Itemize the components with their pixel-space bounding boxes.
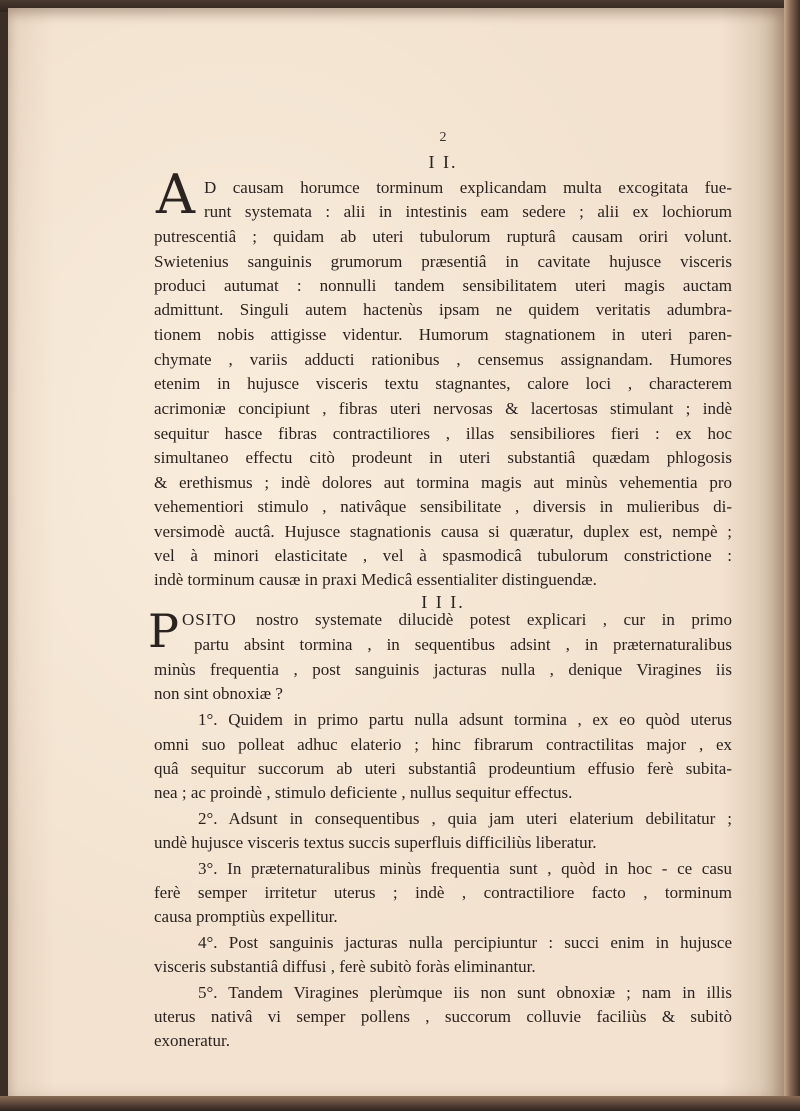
item-line: causa promptiùs expellitur.: [154, 907, 338, 926]
item-line: ferè semper irritetur uterus ; indè , contractiliore facto , torminum: [154, 883, 732, 902]
text-line: Swietenius sanguinis grumorum præsentiâ in cavitate hujusce visceris: [154, 252, 732, 271]
text-line: D causam horumce torminum explicandam multa excogitata fue-: [204, 178, 732, 197]
page-right-edge: [784, 0, 800, 1111]
text-line: etenim in hujusce visceris textu stagnantes, calore loci , characterem: [154, 374, 732, 393]
text-line: vel à minori elasticitate , vel à spasmodicâ tubulorum constrictione :: [154, 546, 732, 565]
text-line: non sint obnoxiæ ?: [154, 684, 283, 703]
first-word: OSITO: [182, 610, 237, 629]
item-line: 4°. Post sanguinis jacturas nulla percipiuntur : succi enim in hujusce: [198, 933, 732, 952]
text-line: sequitur hasce fibras contractiliores , illas sensibiliores fieri : ex hoc: [154, 424, 732, 443]
text-line: versimodè auctâ. Hujusce stagnationis causa si quæratur, duplex est, nempè ;: [154, 522, 732, 541]
item-line: visceris substantiâ diffusi , ferè subitò foràs eliminantur.: [154, 957, 536, 976]
text-line: partu absint tormina , in sequentibus adsint , in præternaturalibus: [194, 635, 732, 654]
item-line: 3°. In præternaturalibus minùs frequentia sunt , quòd in hoc - ce casu: [198, 859, 732, 878]
text-line: tionem nobis attigisse videntur. Humorum stagnationem in uteri paren-: [154, 325, 732, 344]
text-line: simultaneo effectu citò prodeunt in uteri substantiâ quædam phlogosis: [154, 448, 732, 467]
text-line: admittunt. Singuli autem hactenùs ipsam ne quidem veritatis adumbra-: [154, 300, 732, 319]
text-line: nostro systemate dilucidè potest explicari , cur in primo: [256, 610, 732, 629]
item-line: 2°. Adsunt in consequentibus , quia jam uteri elaterium debilitatur ;: [198, 809, 732, 828]
text-line: runt systemata : alii in intestinis eam sedere ; alii ex lochiorum: [204, 202, 732, 221]
text-line: acrimoniæ concipiunt , fibras uteri nervosas & lacertosas stimulant ; indè: [154, 399, 732, 418]
text-line: produci autumat : nonnulli tandem sensibilitatem uteri magis auctam: [154, 276, 732, 295]
item-line: 1°. Quidem in primo partu nulla adsunt tormina , ex eo quòd uterus: [198, 710, 732, 729]
book-page: [8, 8, 784, 1103]
item-line: nea ; ac proindè , stimulo deficiente , nullus sequitur effectus.: [154, 783, 573, 802]
drop-cap-p: P: [148, 604, 179, 658]
text-line: putrescentiâ ; quidam ab uteri tubulorum rupturâ causam oriri volunt.: [154, 227, 732, 246]
text-line: & erethismus ; indè dolores aut tormina magis aut minùs vehementia pro: [154, 473, 732, 492]
page-number: 2: [439, 130, 447, 145]
section-heading-iii: I I I.: [421, 592, 465, 612]
item-line: exoneratur.: [154, 1031, 230, 1050]
text-line: chymate , variis adducti rationibus , censemus assignandam. Humores: [154, 350, 732, 369]
text-line: indè torminum causæ in praxi Medicâ essentialiter distinguendæ.: [154, 570, 597, 589]
text-line: minùs frequentia , post sanguinis jacturas nulla , denique Viragines iis: [154, 660, 732, 679]
section-heading-ii: I I.: [428, 152, 458, 172]
item-line: omni suo polleat adhuc elaterio ; hinc fibrarum contractilitas major , ex: [154, 735, 732, 754]
drop-cap-a: A: [156, 163, 195, 226]
item-line: 5°. Tandem Viragines plerùmque iis non sunt obnoxiæ ; nam in illis: [198, 983, 732, 1002]
page-bottom-edge: [0, 1096, 800, 1111]
text-line: vehementiori stimulo , nativâque sensibilitate , diversis in mulieribus di-: [154, 497, 732, 516]
item-line: quâ sequitur succorum ab uteri substantiâ prodeuntium effusio ferè subita-: [154, 759, 732, 778]
item-line: uterus nativâ vi semper pollens , succorum colluvie faciliùs & subitò: [154, 1007, 732, 1026]
item-line: undè hujusce visceris textus succis superfluis difficiliùs liberatur.: [154, 833, 597, 852]
